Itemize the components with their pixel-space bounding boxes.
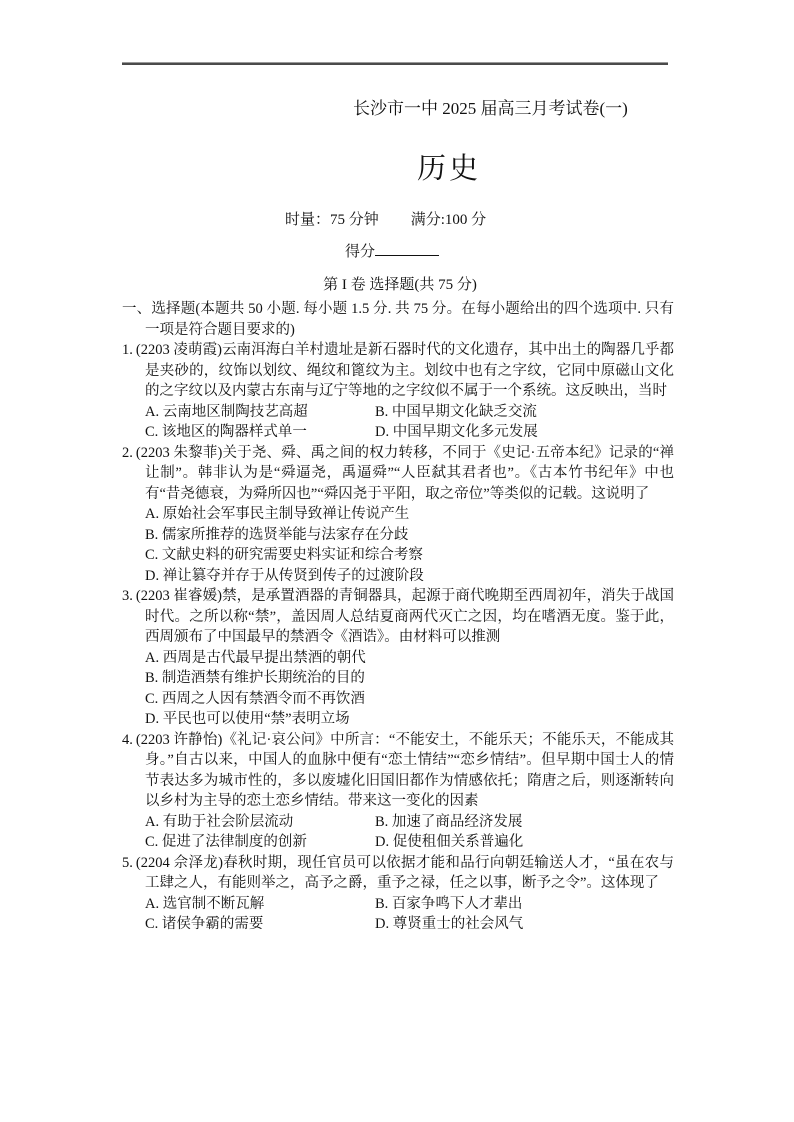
question-2-number: 2.	[122, 444, 133, 461]
question-1-option-c: C. 该地区的陶器样式单一	[145, 424, 307, 440]
question-2-stem	[122, 443, 674, 505]
question-2-options	[122, 504, 674, 586]
question-4-option-d: D. 促使租佃关系普遍化	[375, 834, 524, 850]
question-5-stem-text: (2204 佘泽龙)春秋时期，现任官员可以依据才能和品行向朝廷输送人才，“虽在农与工肆之人，有能则举之，高予之爵，重予之禄，任之以事，断予之令”。这体现了	[135, 854, 674, 891]
section-instructions: 一、选择题(本题共 50 小题. 每小题 1.5 分. 共 75 分。在每小题给出的四个选项中. 只有一项是符合题目要求的)	[122, 301, 674, 338]
score-blank-field	[375, 241, 439, 256]
question-3-option-a: A. 西周是古代最早提出禁酒的朝代	[145, 649, 366, 666]
header-divider-rule	[122, 62, 668, 65]
question-5	[122, 853, 674, 935]
question-3-stem	[122, 586, 674, 648]
question-2	[122, 443, 674, 587]
question-5-option-a: A. 选官制不断瓦解	[145, 895, 265, 912]
time-limit-label: 时量：75 分钟	[285, 212, 379, 228]
exam-title: 长沙市一中 2025 届高三月考试卷(一)	[353, 99, 628, 118]
question-5-option-d: D. 尊贤重士的社会风气	[375, 916, 524, 932]
question-1-option-d: D. 中国早期文化多元发展	[375, 424, 538, 440]
question-5-options	[122, 894, 674, 935]
question-4-option-a: A. 有助于社会阶层流动	[145, 813, 294, 830]
question-3-option-d: D. 平民也可以使用“禁”表明立场	[145, 711, 350, 727]
section-1-heading: 第 I 卷 选择题(共 75 分)	[323, 277, 477, 293]
question-4-option-c: C. 促进了法律制度的创新	[145, 834, 307, 850]
question-5-number: 5.	[122, 854, 133, 871]
question-5-option-c: C. 诸侯争霸的需要	[145, 916, 264, 932]
question-1-stem	[122, 340, 674, 402]
question-2-option-a: A. 原始社会军事民主制导致禅让传说产生	[145, 506, 410, 522]
exam-info-line	[285, 208, 486, 229]
question-4-stem-text: (2203 许静怡)《礼记·哀公问》中所言：“不能安土，不能乐天；不能乐天，不能成其身。”自古以来，中国人的血脉中便有“恋土情结”“恋乡情结”。但早期中国士人的情节表达多为城市性的，多以废墟化旧国旧都作为情感依托；隋唐之后，则逐渐转向以乡村为主导的恋土恋乡情结。带来这一变化的因素	[135, 731, 674, 809]
score-label: 得分	[345, 244, 376, 260]
question-3-stem-text: (2203 崔睿媛)禁，是承置酒器的青铜器具，起源于商代晚期至西周初年，消失于战国时代。之所以称“禁”，盖因周人总结夏商两代灭亡之因，均在嗜酒无度。鉴于此，西周颁布了中国最早的禁酒令《酒诰》。由材料可以推测	[135, 588, 674, 645]
question-3-number: 3.	[122, 588, 133, 604]
question-5-option-b: B. 百家争鸣下人才辈出	[375, 895, 523, 912]
question-5-stem	[122, 853, 674, 894]
question-2-stem-text: (2203 朱黎菲)关于尧、舜、禹之间的权力转移，不同于《史记·五帝本纪》记录的“禅让制”。韩非认为是“舜逼尧，禹逼舜”“人臣弑其君者也”。《古本竹书纪年》中也有“昔尧德衰，为舜所囚也”“舜囚尧于平阳，取之帝位”等类似的记载。这说明了	[135, 444, 674, 502]
question-2-option-d: D. 禅让篡夺并存于从传贤到传子的过渡阶段	[145, 567, 424, 584]
question-1-option-b: B. 中国早期文化缺乏交流	[375, 403, 537, 420]
question-4-option-b: B. 加速了商品经济发展	[375, 813, 523, 830]
question-1-number: 1.	[122, 342, 133, 358]
question-4-stem	[122, 730, 674, 812]
question-3-options	[122, 648, 674, 730]
question-3	[122, 586, 674, 730]
question-4-options	[122, 812, 674, 853]
full-score-label: 满分:100 分	[410, 212, 487, 228]
question-2-option-c: C. 文献史料的研究需要史料实证和综合考察	[145, 547, 423, 563]
questions-body	[122, 299, 674, 935]
question-1-option-a: A. 云南地区制陶技艺高超	[145, 403, 308, 420]
question-4	[122, 730, 674, 853]
subject-title: 历史	[417, 153, 482, 185]
question-2-option-b: B. 儒家所推荐的选贤举能与法家存在分歧	[145, 526, 409, 543]
score-line	[345, 240, 439, 261]
question-1-stem-text: (2203 凌萌霞)云南洱海白羊村遗址是新石器时代的文化遗存，其中出土的陶器几乎都是夹砂的，纹饰以划纹、绳纹和篦纹为主。划纹中也有之字纹，它同中原磁山文化的之字纹以及内蒙古东南与辽宁等地的之字纹似不属于一个系统。这反映出，当时	[135, 342, 674, 399]
question-3-option-b: B. 制造酒禁有维护长期统治的目的	[145, 670, 365, 686]
question-1	[122, 340, 674, 443]
question-1-options	[122, 402, 674, 443]
question-4-number: 4.	[122, 731, 133, 748]
question-3-option-c: C. 西周之人因有禁酒令而不再饮酒	[145, 690, 365, 707]
